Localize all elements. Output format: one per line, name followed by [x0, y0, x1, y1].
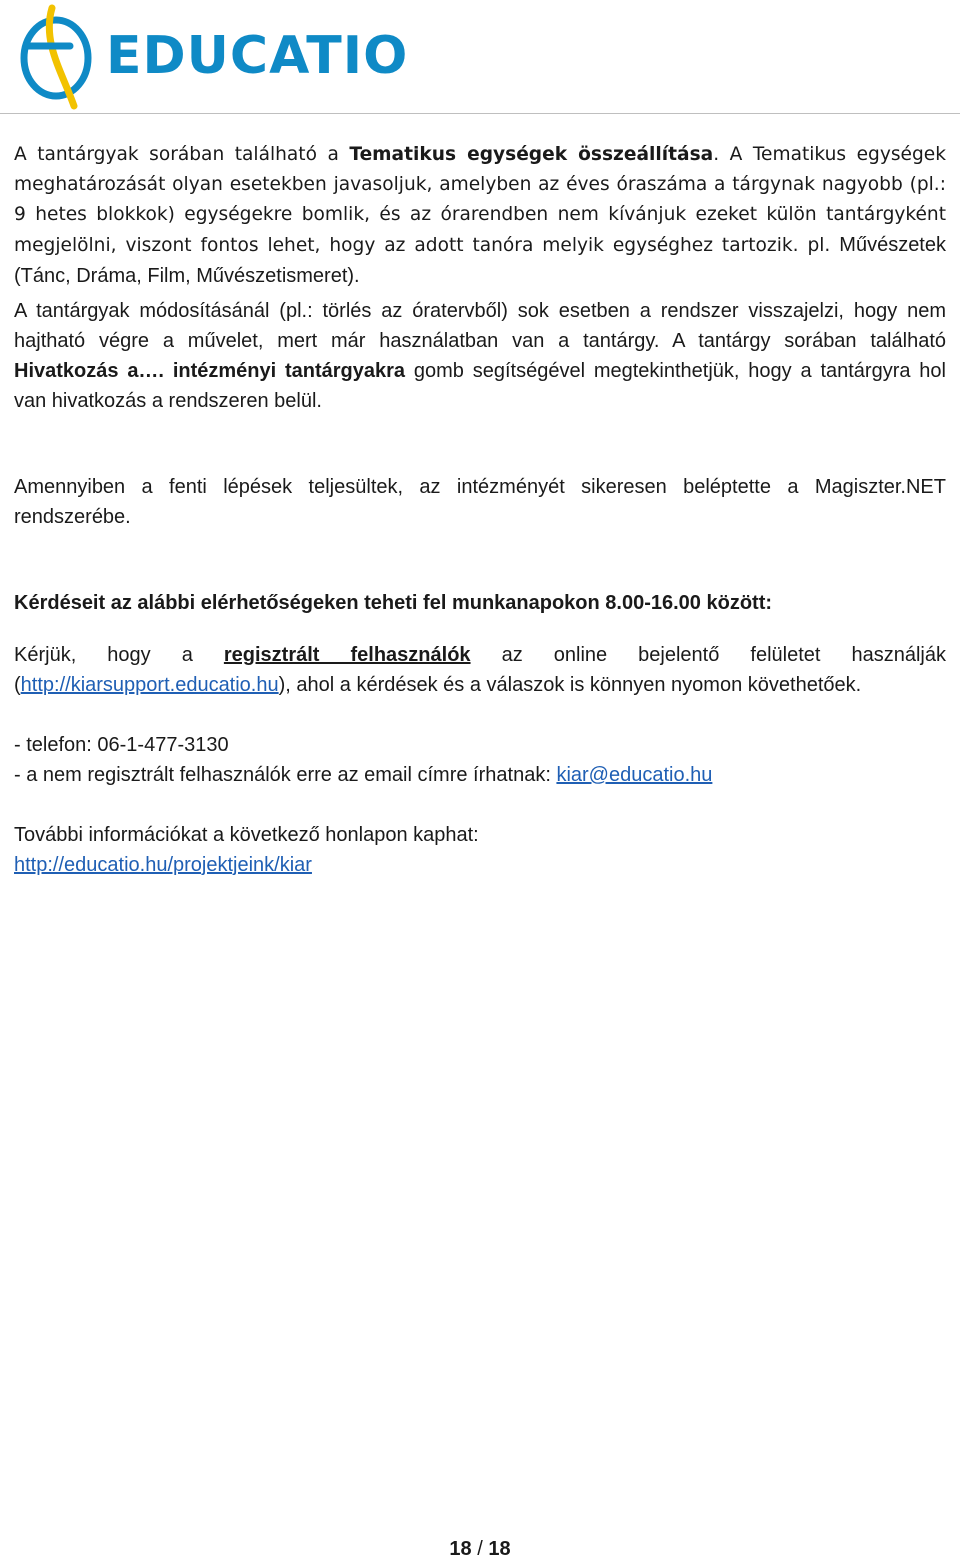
email-line — [14, 760, 946, 790]
support-link[interactable]: http://kiarsupport.educatio.hu — [20, 674, 279, 696]
page-current: 18 — [449, 1538, 472, 1560]
logo-text: EDUCATIO — [106, 26, 409, 86]
paragraph-support — [14, 640, 946, 700]
more-info-link-line — [14, 850, 946, 880]
text: az online bejelentő felületet használják ( — [14, 644, 946, 696]
educatio-logo-mark-icon — [12, 2, 112, 110]
page-number — [0, 1538, 960, 1561]
contact-heading — [14, 588, 946, 618]
underlined-term: regisztrált felhasználók — [223, 644, 471, 666]
bold-term: Tematikus egységek összeállítása — [349, 144, 714, 165]
paragraph-subject-modification — [14, 296, 946, 416]
text: ), ahol a kérdések és a válaszok is könnyen nyomon követhetőek. — [278, 674, 862, 696]
text: - a nem regisztrált felhasználók erre az email címre írhatnak: — [14, 764, 557, 786]
email-link[interactable]: kiar@educatio.hu — [556, 764, 713, 786]
bold-term: Hivatkozás a…. intézményi tantárgyakra — [14, 360, 406, 382]
page-total: 18 — [488, 1538, 511, 1560]
project-link[interactable]: http://educatio.hu/projektjeink/kiar — [14, 854, 312, 876]
text: . A Tematikus egységek meghatározását olyan esetekben javasoljuk, amelyben az éves óraszáma a tárgynak nagyobb (pl.: 9 hetes blokkok) egységekre bomlik, és az órarendben nem kívánjuk ezeket külön tantárgyként megjelölni, viszont fontos lehet, hogy az adott tanóra melyik egységhez tartozik. pl. — [14, 144, 946, 256]
more-info-line: További információkat a következő honlapon kaphat: — [14, 824, 479, 846]
paragraph-success: Amennyiben a fenti lépések teljesültek, az intézményét sikeresen beléptette a Magiszter.NET rendszerébe. — [14, 476, 946, 528]
text: Művészetek (Tánc, Dráma, Film, Művészetismeret). — [14, 234, 946, 287]
text: A tantárgyak sorában található a — [14, 144, 350, 165]
document-body — [14, 140, 946, 880]
text: gomb segítségével megtekinthetjük, hogy a tantárgyra hol van hivatkozás a rendszeren belül. — [14, 360, 946, 412]
text: Kérjük, hogy a — [14, 644, 224, 666]
page-separator: / — [477, 1538, 483, 1560]
contact-heading-text: Kérdéseit az alábbi elérhetőségeken teheti fel munkanapokon 8.00-16.00 között: — [14, 592, 773, 614]
paragraph-thematic-units — [14, 140, 946, 292]
educatio-logo — [12, 2, 412, 110]
text: A tantárgyak módosításánál (pl.: törlés az óratervből) sok esetben a rendszer visszajelzi, hogy nem hajtható végre a művelet, mert már használatban van a tantárgy. A tantárgy sorában található — [14, 300, 946, 352]
page-header — [0, 0, 960, 115]
phone-line: - telefon: 06-1-477-3130 — [14, 734, 229, 756]
header-divider — [0, 113, 960, 114]
